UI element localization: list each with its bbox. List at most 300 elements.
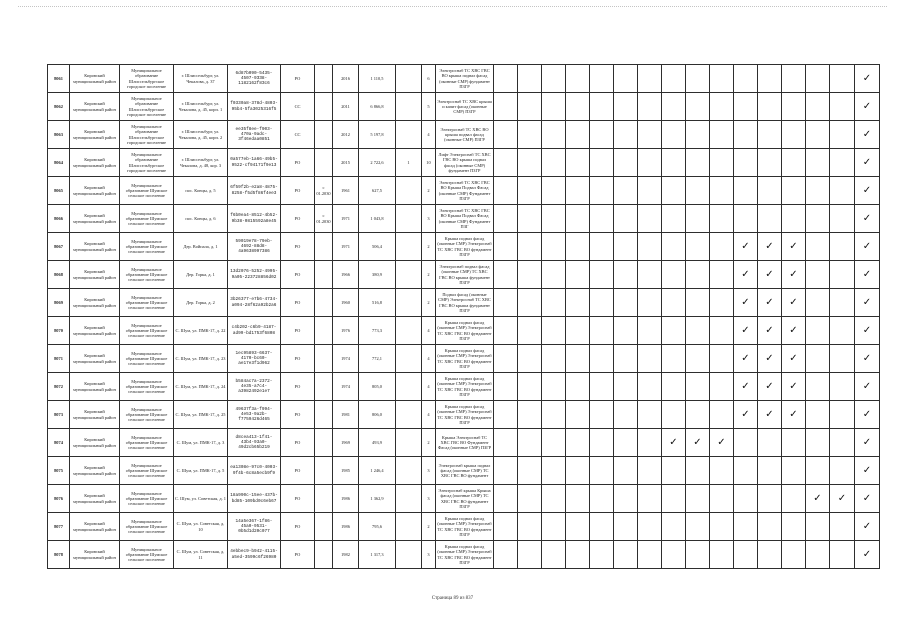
work-check-cell: [638, 429, 662, 457]
work-check-cell: [590, 345, 614, 373]
work-check-cell: [758, 345, 782, 373]
work-check-cell: [542, 401, 566, 429]
work-check-cell: [686, 401, 710, 429]
work-check-cell: [734, 149, 758, 177]
work-check-cell: [806, 485, 830, 513]
work-check-cell: [542, 373, 566, 401]
municipality-cell: Муниципальное образование Шумское сельское поселение: [120, 317, 174, 345]
checkmark-icon: ✓: [741, 296, 750, 308]
work-check-cell: [830, 485, 855, 513]
housing-registry-table: [47, 64, 880, 569]
work-check-cell: [566, 177, 590, 205]
checkmark-icon: ✓: [765, 268, 774, 280]
work-check-cell: [830, 149, 855, 177]
work-check-cell: [710, 513, 734, 541]
work-check-cell: [638, 541, 662, 569]
work-check-cell: [662, 429, 686, 457]
work-check-cell: [590, 457, 614, 485]
work-check-cell: [566, 289, 590, 317]
extra-cell: [315, 401, 333, 429]
work-check-cell: [734, 233, 758, 261]
work-check-cell: [734, 261, 758, 289]
work-check-cell: [686, 261, 710, 289]
work-check-cell: [590, 65, 614, 93]
work-check-cell: [662, 345, 686, 373]
year-cell: 1960: [333, 289, 359, 317]
work-check-cell: [686, 121, 710, 149]
checkmark-icon: ✓: [741, 268, 750, 280]
work-check-cell: [494, 485, 518, 513]
checkmark-icon: ✓: [837, 492, 847, 504]
extra-cell: [315, 373, 333, 401]
area-cell: 1 362,9: [359, 485, 396, 513]
work-check-cell: [566, 513, 590, 541]
work-check-cell: [614, 233, 638, 261]
table-row: [48, 149, 880, 177]
work-check-cell: [590, 373, 614, 401]
work-check-cell: [782, 65, 806, 93]
work-check-cell: [494, 177, 518, 205]
works-cell: Крыша подвал фасад (оконные СМР) Электроснаб ТС ХВС ГВС ВО фундамент ПЗГР: [436, 233, 494, 261]
guid-cell: 6f59f2b-e2a8-4875-8258-f5d5f86f4ee3: [228, 177, 281, 205]
work-check-cell: [734, 121, 758, 149]
work-check-cell: [518, 65, 542, 93]
work-check-cell: [806, 429, 830, 457]
work-check-cell: [662, 121, 686, 149]
work-check-cell: [614, 513, 638, 541]
checkmark-icon: ✓: [862, 548, 872, 560]
work-check-cell: [542, 429, 566, 457]
municipality-cell: Муниципальное образование Шумское сельское поселение: [120, 513, 174, 541]
municipality-cell: Муниципальное образование Шумское сельское поселение: [120, 205, 174, 233]
checkmark-icon: ✓: [789, 296, 798, 308]
year-cell: 2016: [333, 65, 359, 93]
work-check-cell: [806, 93, 830, 121]
address-cell: С. Шум, ул. Советская, д. 1: [174, 485, 228, 513]
work-check-cell: [830, 121, 855, 149]
ownership-cell: РО: [281, 485, 315, 513]
checkmark-icon: ✓: [789, 324, 798, 336]
work-check-cell: [590, 177, 614, 205]
table-row: [48, 317, 880, 345]
work-check-cell: [806, 457, 830, 485]
work-check-cell: [782, 457, 806, 485]
district-cell: Кировский муниципальный район: [70, 261, 120, 289]
work-check-cell: [614, 205, 638, 233]
work-check-cell: [590, 485, 614, 513]
work-check-cell: [494, 317, 518, 345]
work-check-cell: [710, 261, 734, 289]
entrances-cell: [396, 317, 422, 345]
year-cell: 1976: [333, 317, 359, 345]
entrances-cell: [396, 289, 422, 317]
work-check-cell: [542, 93, 566, 121]
guid-cell: ea1308e-97c0-4003-9f4b-6c8a5ecb9f9: [228, 457, 281, 485]
work-check-cell: [758, 121, 782, 149]
work-check-cell: [566, 149, 590, 177]
work-check-cell: [494, 513, 518, 541]
works-cell: Электроснаб ТС ХВС крыша и капит фасад (оконные СМР) ПЗГР: [436, 93, 494, 121]
floors-cell: 3: [422, 205, 436, 233]
area-cell: 516,8: [359, 289, 396, 317]
extra-cell: [315, 121, 333, 149]
work-check-cell: [758, 93, 782, 121]
table-row: [48, 261, 880, 289]
work-check-cell: [806, 149, 830, 177]
work-check-cell: [494, 429, 518, 457]
entrances-cell: [396, 177, 422, 205]
work-check-cell: [758, 513, 782, 541]
work-check-cell: [782, 93, 806, 121]
address-cell: г. Шлиссельбург, ул. Чекалова, д. 45, корп. 2: [174, 121, 228, 149]
works-cell: Крыша подвал фасад (оконные СМР) Электроснаб ТС ХВС ГВС ВО фундамент ПЗГР: [436, 401, 494, 429]
work-check-cell: [758, 233, 782, 261]
work-check-cell: [782, 149, 806, 177]
floors-cell: 2: [422, 233, 436, 261]
work-check-cell: [710, 485, 734, 513]
floors-cell: 4: [422, 345, 436, 373]
work-check-cell: [830, 317, 855, 345]
year-cell: 1971: [333, 233, 359, 261]
work-check-cell: [542, 65, 566, 93]
work-check-cell: [830, 457, 855, 485]
work-check-cell: [542, 233, 566, 261]
work-check-cell: [590, 541, 614, 569]
checkmark-icon: ✓: [741, 408, 750, 420]
work-check-cell: [590, 317, 614, 345]
ownership-cell: РО: [281, 373, 315, 401]
ownership-cell: РО: [281, 65, 315, 93]
checkmark-icon: ✓: [741, 380, 750, 392]
work-check-cell: [686, 457, 710, 485]
year-cell: 1981: [333, 401, 359, 429]
floors-cell: 2: [422, 513, 436, 541]
work-check-cell: [518, 485, 542, 513]
work-check-cell: [494, 205, 518, 233]
work-check-cell: [662, 177, 686, 205]
work-check-cell: [734, 485, 758, 513]
work-check-cell: [518, 149, 542, 177]
work-check-cell: [855, 261, 880, 289]
work-check-cell: [566, 401, 590, 429]
area-cell: 795,6: [359, 513, 396, 541]
area-cell: 772,1: [359, 345, 396, 373]
guid-cell: 13d2076-5252-4995-9a05-223728856d02: [228, 261, 281, 289]
municipality-cell: Муниципальное образование Шлиссельбургское городское поселение: [120, 149, 174, 177]
work-check-cell: [662, 233, 686, 261]
checkmark-icon: ✓: [765, 296, 774, 308]
address-cell: С. Шум, ул. ПМК-17, д. 5: [174, 457, 228, 485]
work-check-cell: [590, 261, 614, 289]
floors-cell: 3: [422, 485, 436, 513]
checkmark-icon: ✓: [789, 240, 798, 252]
work-check-cell: [830, 65, 855, 93]
works-cell: Лифт Электроснаб ТС ХВС ГВС ВО крыша подвал фасад (оконные СМР) фундамент ПЗГР: [436, 149, 494, 177]
ownership-cell: РО: [281, 513, 315, 541]
work-check-cell: [855, 485, 880, 513]
district-cell: Кировский муниципальный район: [70, 93, 120, 121]
work-check-cell: [855, 205, 880, 233]
work-check-cell: [614, 541, 638, 569]
entrances-cell: [396, 541, 422, 569]
address-cell: С. Шум, ул. ПМК-17, д. 22: [174, 317, 228, 345]
entrances-cell: [396, 345, 422, 373]
work-check-cell: [734, 205, 758, 233]
work-check-cell: [830, 289, 855, 317]
work-check-cell: [806, 513, 830, 541]
address-cell: С. Шум, ул. ПМК-17, д. 3: [174, 429, 228, 457]
guid-cell: 3b26377-e7b6-4734-a094-28f62a92b2a6: [228, 289, 281, 317]
municipality-cell: Муниципальное образование Шумское сельское поселение: [120, 177, 174, 205]
work-check-cell: [806, 233, 830, 261]
table-row: [48, 429, 880, 457]
work-check-cell: [662, 93, 686, 121]
work-check-cell: [855, 317, 880, 345]
table-row: [48, 205, 880, 233]
work-check-cell: [590, 233, 614, 261]
row-number: 8077: [48, 513, 70, 541]
work-check-cell: [542, 317, 566, 345]
work-check-cell: [782, 541, 806, 569]
year-cell: 1969: [333, 429, 359, 457]
row-number: 8067: [48, 233, 70, 261]
extra-cell: [315, 317, 333, 345]
work-check-cell: [855, 65, 880, 93]
work-check-cell: [638, 513, 662, 541]
work-check-cell: [758, 317, 782, 345]
entrances-cell: [396, 261, 422, 289]
work-check-cell: [686, 317, 710, 345]
work-check-cell: [686, 373, 710, 401]
work-check-cell: [614, 93, 638, 121]
work-check-cell: [662, 149, 686, 177]
row-number: 8065: [48, 177, 70, 205]
district-cell: Кировский муниципальный район: [70, 513, 120, 541]
row-number: 8075: [48, 457, 70, 485]
extra-cell: [315, 149, 333, 177]
work-check-cell: [830, 93, 855, 121]
work-check-cell: [830, 261, 855, 289]
area-cell: 6 866,8: [359, 93, 396, 121]
year-cell: 2011: [333, 93, 359, 121]
district-cell: Кировский муниципальный район: [70, 149, 120, 177]
work-check-cell: [782, 317, 806, 345]
work-check-cell: [614, 261, 638, 289]
extra-cell: [315, 541, 333, 569]
work-check-cell: [518, 513, 542, 541]
checkmark-icon: ✓: [765, 324, 774, 336]
work-check-cell: [734, 345, 758, 373]
ownership-cell: РО: [281, 457, 315, 485]
floors-cell: 2: [422, 177, 436, 205]
row-number: 8063: [48, 121, 70, 149]
entrances-cell: [396, 93, 422, 121]
guid-cell: 59019e78-79eb-4692-88d8-4a9638997386: [228, 233, 281, 261]
row-number: 8070: [48, 317, 70, 345]
municipality-cell: Муниципальное образование Шумское сельское поселение: [120, 401, 174, 429]
work-check-cell: [710, 65, 734, 93]
address-cell: Дер. Горка, д. 1: [174, 261, 228, 289]
row-number: 8076: [48, 485, 70, 513]
table-row: [48, 457, 880, 485]
work-check-cell: [734, 401, 758, 429]
works-cell: Электроснаб ТС ХВС ВО крыша подвал фасад (оконные СМР) ПЗГР: [436, 121, 494, 149]
district-cell: Кировский муниципальный район: [70, 485, 120, 513]
checkmark-icon: ✓: [862, 268, 872, 280]
ownership-cell: РО: [281, 177, 315, 205]
address-cell: Дер. Горка, д. 2: [174, 289, 228, 317]
year-cell: 1961: [333, 177, 359, 205]
work-check-cell: [710, 345, 734, 373]
floors-cell: 5: [422, 93, 436, 121]
checkmark-icon: ✓: [741, 324, 750, 336]
extra-cell: [315, 345, 333, 373]
area-cell: 380,9: [359, 261, 396, 289]
municipality-cell: Муниципальное образование Шумское сельское поселение: [120, 541, 174, 569]
work-check-cell: [566, 261, 590, 289]
work-check-cell: [758, 457, 782, 485]
works-cell: Электроснаб ТС ХВС ГВС ВО крыша подвал фасад (оконные СМР) фундамент ПЗГР: [436, 65, 494, 93]
work-check-cell: [662, 513, 686, 541]
work-check-cell: [590, 401, 614, 429]
works-cell: Электроснаб ТС ХВС ГВС ВО Крыша Подвал Фасад (оконные СМР) Фундамент ПЗГР: [436, 177, 494, 205]
district-cell: Кировский муниципальный район: [70, 373, 120, 401]
district-cell: Кировский муниципальный район: [70, 401, 120, 429]
floors-cell: 4: [422, 401, 436, 429]
work-check-cell: [806, 205, 830, 233]
work-check-cell: [542, 121, 566, 149]
extra-cell: [315, 289, 333, 317]
work-check-cell: [614, 121, 638, 149]
work-check-cell: [782, 177, 806, 205]
work-check-cell: [782, 401, 806, 429]
guid-cell: d8cea413-1f41-43b4-93a0-49d2cb65b219: [228, 429, 281, 457]
works-cell: Электроснаб крыша подвал фасад (оконные СМР) ТС ХВС ГВС ВО фундамент: [436, 457, 494, 485]
extra-cell: [315, 485, 333, 513]
work-check-cell: [734, 65, 758, 93]
floors-cell: 2: [422, 429, 436, 457]
work-check-cell: [855, 429, 880, 457]
checkmark-icon: ✓: [693, 436, 702, 448]
year-cell: 1974: [333, 345, 359, 373]
year-cell: 2012: [333, 121, 359, 149]
work-check-cell: [518, 261, 542, 289]
work-check-cell: [710, 149, 734, 177]
area-cell: 506,4: [359, 233, 396, 261]
table-row: [48, 177, 880, 205]
work-check-cell: [758, 485, 782, 513]
page-top-rule: [18, 6, 887, 7]
work-check-cell: [855, 345, 880, 373]
work-check-cell: [614, 457, 638, 485]
checkmark-icon: ✓: [789, 380, 798, 392]
work-check-cell: [614, 485, 638, 513]
work-check-cell: [686, 345, 710, 373]
work-check-cell: [566, 373, 590, 401]
district-cell: Кировский муниципальный район: [70, 541, 120, 569]
work-check-cell: [734, 373, 758, 401]
work-check-cell: [710, 205, 734, 233]
work-check-cell: [638, 289, 662, 317]
checkmark-icon: ✓: [765, 408, 774, 420]
row-number: 8066: [48, 205, 70, 233]
entrances-cell: [396, 513, 422, 541]
row-number: 8062: [48, 93, 70, 121]
work-check-cell: [638, 93, 662, 121]
works-cell: Подвал фасад (оконные СМР) Электроснаб ТС ХВС ГВС ВО крыша фундамент ПЗГР: [436, 289, 494, 317]
work-check-cell: [566, 345, 590, 373]
work-check-cell: [662, 373, 686, 401]
extra-cell: [315, 65, 333, 93]
work-check-cell: [518, 457, 542, 485]
work-check-cell: [542, 485, 566, 513]
extra-cell: с 01.2030: [315, 177, 333, 205]
work-check-cell: [542, 541, 566, 569]
work-check-cell: [662, 401, 686, 429]
checkmark-icon: ✓: [862, 184, 872, 196]
address-cell: С. Шум, ул. ПМК-17, д. 25: [174, 401, 228, 429]
work-check-cell: [782, 513, 806, 541]
area-cell: 627,5: [359, 177, 396, 205]
work-check-cell: [710, 541, 734, 569]
guid-cell: f0330a8-378d-4803-95b4-5fa3025316f5: [228, 93, 281, 121]
work-check-cell: [734, 429, 758, 457]
table-row: [48, 121, 880, 149]
work-check-cell: [686, 289, 710, 317]
work-check-cell: [662, 205, 686, 233]
municipality-cell: Муниципальное образование Шлиссельбургское городское поселение: [120, 121, 174, 149]
checkmark-icon: ✓: [862, 520, 872, 532]
work-check-cell: [590, 289, 614, 317]
work-check-cell: [710, 317, 734, 345]
work-check-cell: [806, 261, 830, 289]
table-row: [48, 373, 880, 401]
work-check-cell: [806, 65, 830, 93]
table-row: [48, 93, 880, 121]
guid-cell: ee35f8ee-f903-470a-9adc-3f46edaa0851: [228, 121, 281, 149]
works-cell: Крыша подвал фасад (оконные СМР) Электроснаб ТС ХВС ГВС ВО фундамент ПЗГР: [436, 345, 494, 373]
entrances-cell: [396, 457, 422, 485]
area-cell: 773,3: [359, 317, 396, 345]
work-check-cell: [638, 373, 662, 401]
area-cell: 1 110,5: [359, 65, 396, 93]
work-check-cell: [638, 177, 662, 205]
work-check-cell: [855, 149, 880, 177]
work-check-cell: [782, 373, 806, 401]
work-check-cell: [758, 541, 782, 569]
work-check-cell: [638, 233, 662, 261]
address-cell: пос. Концы, д. 6: [174, 205, 228, 233]
checkmark-icon: ✓: [862, 72, 872, 84]
checkmark-icon: ✓: [669, 436, 678, 448]
address-cell: Дер. Войпала, д. 1: [174, 233, 228, 261]
address-cell: С. Шум, ул. Советская, д. 10: [174, 513, 228, 541]
work-check-cell: [830, 345, 855, 373]
work-check-cell: [494, 541, 518, 569]
work-check-cell: [855, 177, 880, 205]
work-check-cell: [566, 541, 590, 569]
floors-cell: 4: [422, 317, 436, 345]
works-cell: Электроснаб подвал фасад (оконные СМР) ТС ХВС ГВС ВО крыша фундамент ПЗГР: [436, 261, 494, 289]
year-cell: 1971: [333, 205, 359, 233]
work-check-cell: [758, 149, 782, 177]
work-check-cell: [662, 457, 686, 485]
municipality-cell: Муниципальное образование Шумское сельское поселение: [120, 261, 174, 289]
work-check-cell: [542, 345, 566, 373]
work-check-cell: [686, 513, 710, 541]
floors-cell: 2: [422, 289, 436, 317]
district-cell: Кировский муниципальный район: [70, 289, 120, 317]
